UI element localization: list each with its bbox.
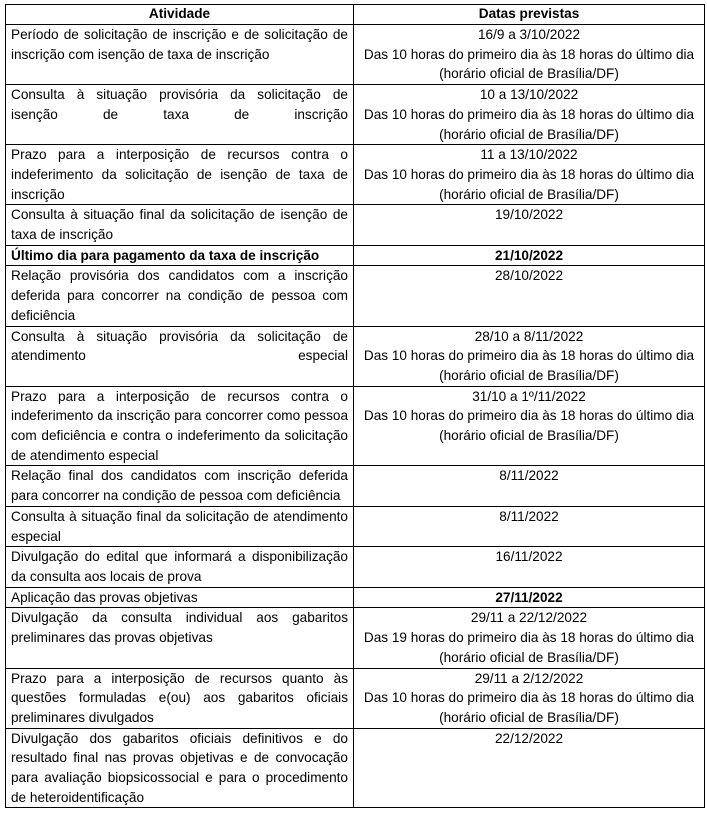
date-range: 10 a 13/10/2022 — [479, 87, 579, 103]
activity-cell: Relação final dos candidatos com inscrição deferida para concorrer na condição de pessoa com deficiência — [6, 466, 354, 506]
time-note: Das 10 horas do primeiro dia às 18 horas do último dia (horário oficial de Brasília/DF) — [363, 690, 695, 725]
table-row — [6, 245, 705, 266]
date-range: 29/11 a 2/12/2022 — [474, 670, 584, 686]
activity-cell: Prazo para a interposição de recursos quanto às questões formuladas e(ou) aos gabaritos oficiais preliminares divulgados — [6, 668, 354, 728]
activity-cell: Último dia para pagamento da taxa de inscrição — [6, 245, 354, 266]
table-row — [6, 326, 705, 386]
dates-cell — [354, 25, 705, 85]
date-range: 16/9 a 3/10/2022 — [477, 27, 581, 42]
dates-cell: 27/11/2022 — [354, 587, 705, 608]
table-row — [6, 466, 705, 506]
table-row — [6, 547, 705, 587]
table-row — [6, 608, 705, 668]
dates-cell — [354, 668, 705, 728]
dates-cell — [354, 326, 705, 386]
time-note: Das 10 horas do primeiro dia às 18 horas do último dia (horário oficial de Brasília/DF) — [363, 106, 695, 142]
dates-cell: 19/10/2022 — [354, 205, 705, 245]
table-row — [6, 205, 705, 245]
activity-cell: Aplicação das provas objetivas — [6, 587, 354, 608]
time-note: Das 10 horas do primeiro dia às 18 horas do último dia (horário oficial de Brasília/DF) — [363, 348, 695, 383]
dates-cell — [354, 386, 705, 466]
activity-cell: Divulgação dos gabaritos oficiais definitivos e do resultado final nas provas objetivas e de convocação para avaliação biopsicossocial e para o procedimento de heteroidentificação — [6, 728, 354, 808]
date-range: 31/10 a 1º/11/2022 — [472, 388, 586, 404]
table-row — [6, 587, 705, 608]
activity-cell: Relação provisória dos candidatos com a inscrição deferida para concorrer na condição de pessoa com deficiência — [6, 266, 354, 326]
column-header-dates: Datas previstas — [354, 5, 705, 25]
dates-cell: 16/11/2022 — [354, 547, 705, 587]
schedule-table — [5, 4, 705, 808]
activity-cell: Divulgação da consulta individual aos gabaritos preliminares das provas objetivas — [6, 608, 354, 668]
date-range: 28/10 a 8/11/2022 — [474, 328, 584, 344]
table-row — [6, 506, 705, 546]
dates-cell: 8/11/2022 — [354, 466, 705, 506]
table-header-row — [6, 5, 705, 25]
dates-cell — [354, 608, 705, 668]
time-note: Das 10 horas do primeiro dia às 18 horas do último dia (horário oficial de Brasília/DF) — [363, 166, 695, 202]
table-row — [6, 386, 705, 466]
activity-cell: Prazo para a interposição de recursos contra o indeferimento da inscrição para concorrer como pessoa com deficiência e contra o indeferimento da solicitação de atendimento especial — [6, 386, 354, 466]
table-row — [6, 668, 705, 728]
dates-cell: 21/10/2022 — [354, 245, 705, 266]
table-row — [6, 25, 705, 85]
activity-cell: Consulta à situação final da solicitação de atendimento especial — [6, 506, 354, 546]
dates-cell — [354, 145, 705, 205]
activity-cell: Divulgação do edital que informará a disponibilização da consulta aos locais de prova — [6, 547, 354, 587]
table-row — [6, 266, 705, 326]
activity-cell: Período de solicitação de inscrição e de solicitação de inscrição com isenção de taxa de inscrição — [6, 25, 354, 85]
activity-cell: Consulta à situação provisória da solicitação de isenção de taxa de inscrição — [6, 85, 354, 145]
table-row — [6, 728, 705, 808]
time-note: Das 10 horas do primeiro dia às 18 horas do último dia (horário oficial de Brasília/DF) — [363, 46, 695, 82]
activity-cell: Consulta à situação provisória da solicitação de atendimento especial — [6, 326, 354, 386]
dates-cell: 22/12/2022 — [354, 728, 705, 808]
activity-cell: Prazo para a interposição de recursos contra o indeferimento da solicitação de isenção de taxa de inscrição — [6, 145, 354, 205]
dates-cell: 8/11/2022 — [354, 506, 705, 546]
dates-cell — [354, 85, 705, 145]
dates-cell: 28/10/2022 — [354, 266, 705, 326]
date-range: 11 a 13/10/2022 — [480, 147, 578, 163]
time-note: Das 19 horas do primeiro dia às 18 horas do último dia (horário oficial de Brasília/DF) — [363, 630, 695, 665]
table-row — [6, 145, 705, 205]
table-row — [6, 85, 705, 145]
column-header-activity: Atividade — [6, 5, 354, 25]
date-range: 29/11 a 22/12/2022 — [470, 610, 588, 626]
activity-cell: Consulta à situação final da solicitação de isenção de taxa de inscrição — [6, 205, 354, 245]
time-note: Das 10 horas do primeiro dia às 18 horas do último dia (horário oficial de Brasília/DF) — [363, 408, 695, 444]
